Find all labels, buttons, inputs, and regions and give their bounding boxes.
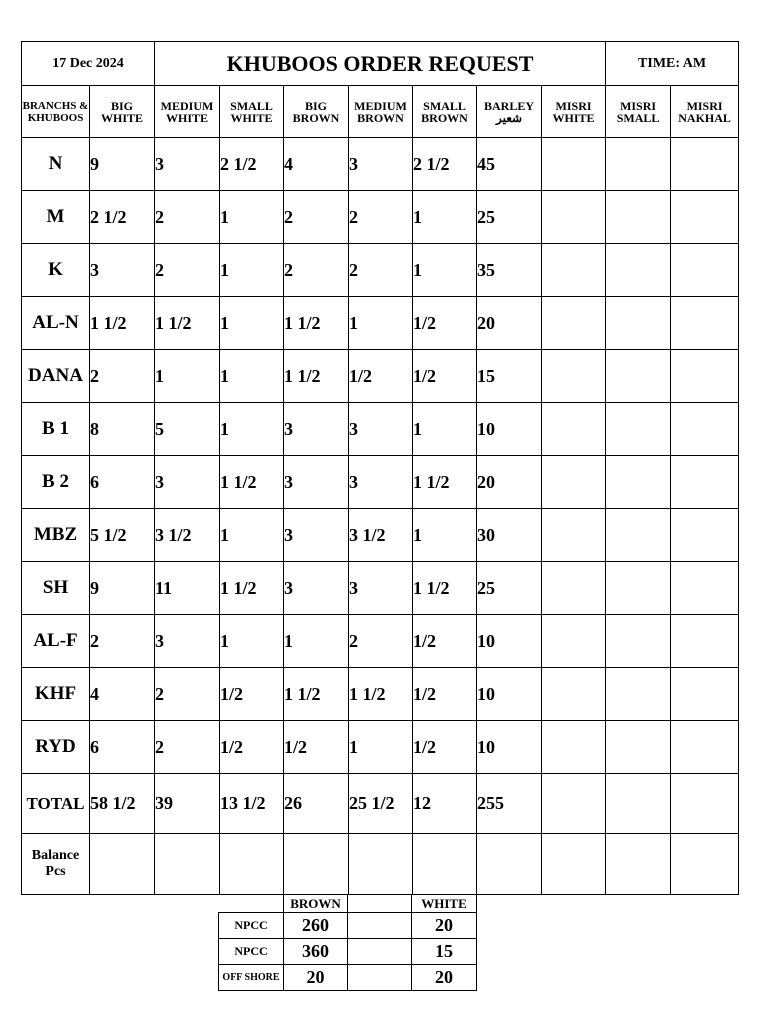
quantity-cell: 35 (477, 244, 542, 297)
summary-row (219, 965, 477, 991)
quantity-cell (671, 721, 739, 774)
summary-label: NPCC (219, 913, 284, 939)
quantity-cell (542, 191, 606, 244)
branch-name: DANA (22, 350, 90, 403)
branch-name: TOTAL (22, 774, 90, 834)
quantity-cell: 3 (284, 403, 349, 456)
quantity-cell: 1 1/2 (90, 297, 155, 350)
summary-white-value: 20 (412, 965, 477, 991)
summary-brown-value: 360 (284, 939, 348, 965)
quantity-cell (542, 615, 606, 668)
quantity-cell: 6 (90, 721, 155, 774)
quantity-cell: 5 1/2 (90, 509, 155, 562)
branch-name: RYD (22, 721, 90, 774)
summary-brown-header: BROWN (284, 895, 348, 913)
table-row (22, 403, 739, 456)
quantity-cell: 9 (90, 562, 155, 615)
column-header (477, 86, 542, 138)
balance-cell (606, 834, 671, 895)
summary-label: OFF SHORE (219, 965, 284, 991)
quantity-cell: 12 (413, 774, 477, 834)
quantity-cell: 2 1/2 (90, 191, 155, 244)
quantity-cell: 1 (220, 244, 284, 297)
summary-brown-value: 20 (284, 965, 348, 991)
quantity-cell: 1 (349, 297, 413, 350)
quantity-cell (542, 456, 606, 509)
quantity-cell (606, 562, 671, 615)
quantity-cell: 1/2 (220, 721, 284, 774)
column-header-line1: SMALL (230, 98, 273, 113)
order-time: TIME: AM (606, 42, 739, 86)
quantity-cell: 10 (477, 403, 542, 456)
quantity-cell: 1 1/2 (284, 297, 349, 350)
table-row (22, 191, 739, 244)
quantity-cell: 10 (477, 615, 542, 668)
summary-white-header: WHITE (412, 895, 477, 913)
quantity-cell: 1/2 (413, 615, 477, 668)
quantity-cell (671, 774, 739, 834)
table-row (22, 668, 739, 721)
quantity-cell: 3 (349, 562, 413, 615)
quantity-cell: 2 (284, 191, 349, 244)
column-header-line2: KHUBOOS (27, 111, 84, 124)
quantity-cell (671, 456, 739, 509)
quantity-cell: 1 (220, 615, 284, 668)
quantity-cell (606, 244, 671, 297)
quantity-cell: 20 (477, 456, 542, 509)
column-header-line1: MISRI (555, 98, 592, 113)
quantity-cell (606, 509, 671, 562)
column-header (542, 86, 606, 138)
quantity-cell: 1 (284, 615, 349, 668)
quantity-cell: 2 (349, 191, 413, 244)
table-row (22, 138, 739, 191)
column-header-line2: WHITE (230, 110, 273, 125)
quantity-cell: 1 (220, 191, 284, 244)
quantity-cell (542, 562, 606, 615)
quantity-cell: 255 (477, 774, 542, 834)
quantity-cell: 4 (90, 668, 155, 721)
column-header-line2: NAKHAL (678, 110, 731, 125)
quantity-cell: 1 (413, 244, 477, 297)
table-row (22, 456, 739, 509)
column-header-line2: WHITE (166, 110, 209, 125)
quantity-cell (542, 668, 606, 721)
quantity-cell: 2 (90, 615, 155, 668)
quantity-cell: 39 (155, 774, 220, 834)
quantity-cell: 1 1/2 (155, 297, 220, 350)
column-header-line1: MISRI (686, 98, 723, 113)
column-header (155, 86, 220, 138)
quantity-cell (671, 297, 739, 350)
quantity-cell: 3 (155, 456, 220, 509)
quantity-cell (671, 244, 739, 297)
column-header-line2: شعير (495, 110, 523, 125)
quantity-cell: 1 (220, 297, 284, 350)
column-header-row (22, 86, 739, 138)
balance-cell (671, 834, 739, 895)
quantity-cell: 25 (477, 191, 542, 244)
quantity-cell: 1 1/2 (284, 668, 349, 721)
quantity-cell (542, 774, 606, 834)
quantity-cell: 2 (155, 721, 220, 774)
quantity-cell: 11 (155, 562, 220, 615)
summary-brown-value: 260 (284, 913, 348, 939)
quantity-cell: 3 (284, 456, 349, 509)
balance-row (22, 834, 739, 895)
quantity-cell: 26 (284, 774, 349, 834)
column-header (22, 86, 90, 138)
column-header-line1: MEDIUM (160, 98, 214, 113)
quantity-cell (671, 615, 739, 668)
quantity-cell: 2 (349, 244, 413, 297)
quantity-cell: 1 (220, 403, 284, 456)
quantity-cell: 2 1/2 (413, 138, 477, 191)
quantity-cell: 6 (90, 456, 155, 509)
column-header (284, 86, 349, 138)
branch-name: K (22, 244, 90, 297)
quantity-cell: 1 1/2 (413, 456, 477, 509)
quantity-cell: 2 (284, 244, 349, 297)
quantity-cell: 1/2 (349, 350, 413, 403)
column-header-line1: BIG (111, 98, 134, 113)
total-row (22, 774, 739, 834)
quantity-cell: 3 (349, 456, 413, 509)
table-row (22, 562, 739, 615)
branch-name: M (22, 191, 90, 244)
quantity-cell: 45 (477, 138, 542, 191)
summary-spacer-header (348, 895, 412, 913)
branch-name: B 1 (22, 403, 90, 456)
quantity-cell: 3 (284, 562, 349, 615)
quantity-cell: 4 (284, 138, 349, 191)
quantity-cell: 25 1/2 (349, 774, 413, 834)
quantity-cell (542, 509, 606, 562)
quantity-cell (606, 721, 671, 774)
balance-cell (477, 834, 542, 895)
branch-name: MBZ (22, 509, 90, 562)
quantity-cell: 1 1/2 (220, 456, 284, 509)
column-header-line2: WHITE (552, 110, 595, 125)
balance-cell (284, 834, 349, 895)
quantity-cell: 58 1/2 (90, 774, 155, 834)
quantity-cell (606, 774, 671, 834)
quantity-cell: 1 (413, 191, 477, 244)
quantity-cell: 1/2 (413, 721, 477, 774)
quantity-cell (606, 297, 671, 350)
summary-table (218, 894, 477, 991)
quantity-cell: 5 (155, 403, 220, 456)
quantity-cell (606, 138, 671, 191)
quantity-cell: 3 (90, 244, 155, 297)
branch-name: AL-N (22, 297, 90, 350)
quantity-cell: 1/2 (284, 721, 349, 774)
quantity-cell (542, 244, 606, 297)
quantity-cell: 1/2 (413, 350, 477, 403)
column-header-line1: MISRI (620, 98, 657, 113)
quantity-cell: 2 (349, 615, 413, 668)
quantity-cell: 2 1/2 (220, 138, 284, 191)
quantity-cell: 2 (155, 668, 220, 721)
summary-spacer (348, 939, 412, 965)
quantity-cell: 25 (477, 562, 542, 615)
balance-cell (90, 834, 155, 895)
balance-cell (413, 834, 477, 895)
table-row (22, 297, 739, 350)
quantity-cell: 1 1/2 (284, 350, 349, 403)
balance-label-line2: Pcs (45, 864, 66, 879)
quantity-cell: 1 1/2 (349, 668, 413, 721)
quantity-cell: 3 (155, 138, 220, 191)
column-header-line2: BROWN (421, 110, 468, 125)
summary-row (219, 913, 477, 939)
quantity-cell (671, 191, 739, 244)
quantity-cell: 13 1/2 (220, 774, 284, 834)
quantity-cell: 20 (477, 297, 542, 350)
column-header (606, 86, 671, 138)
column-header (413, 86, 477, 138)
quantity-cell: 1/2 (413, 668, 477, 721)
column-header-line2: BROWN (292, 110, 340, 125)
order-date: 17 Dec 2024 (22, 42, 155, 86)
summary-label: NPCC (219, 939, 284, 965)
table-row (22, 615, 739, 668)
summary-spacer (348, 965, 412, 991)
quantity-cell: 30 (477, 509, 542, 562)
quantity-cell: 3 1/2 (349, 509, 413, 562)
balance-label (22, 834, 90, 895)
summary-header-row (219, 895, 477, 913)
summary-white-value: 15 (412, 939, 477, 965)
quantity-cell (542, 350, 606, 403)
quantity-cell: 8 (90, 403, 155, 456)
quantity-cell: 1 (413, 509, 477, 562)
balance-cell (155, 834, 220, 895)
quantity-cell: 1 (413, 403, 477, 456)
quantity-cell (542, 138, 606, 191)
quantity-cell: 10 (477, 668, 542, 721)
branch-name: N (22, 138, 90, 191)
quantity-cell (671, 138, 739, 191)
balance-label-line1: Balance (31, 848, 80, 863)
column-header-line2: WHITE (101, 110, 144, 125)
column-header (90, 86, 155, 138)
column-header (349, 86, 413, 138)
summary-row (219, 939, 477, 965)
column-header (671, 86, 739, 138)
quantity-cell: 2 (90, 350, 155, 403)
column-header (220, 86, 284, 138)
quantity-cell (671, 562, 739, 615)
column-header-line1: SMALL (423, 98, 466, 113)
column-header-line1: MEDIUM (354, 98, 407, 113)
table-row (22, 509, 739, 562)
column-header-line1: BARLEY (484, 98, 535, 113)
quantity-cell: 1 1/2 (220, 562, 284, 615)
branch-name: SH (22, 562, 90, 615)
branch-name: AL-F (22, 615, 90, 668)
quantity-cell (606, 403, 671, 456)
balance-cell (349, 834, 413, 895)
quantity-cell (542, 721, 606, 774)
quantity-cell: 3 1/2 (155, 509, 220, 562)
branch-name: KHF (22, 668, 90, 721)
quantity-cell: 1 1/2 (413, 562, 477, 615)
quantity-cell (606, 615, 671, 668)
summary-white-value: 20 (412, 913, 477, 939)
quantity-cell (606, 350, 671, 403)
quantity-cell: 15 (477, 350, 542, 403)
summary-corner (219, 895, 284, 913)
quantity-cell: 1 (220, 350, 284, 403)
quantity-cell: 1/2 (220, 668, 284, 721)
table-row (22, 350, 739, 403)
quantity-cell: 1 (349, 721, 413, 774)
quantity-cell: 3 (155, 615, 220, 668)
table-row (22, 244, 739, 297)
quantity-cell (606, 191, 671, 244)
quantity-cell: 3 (349, 138, 413, 191)
header-row (22, 42, 739, 86)
quantity-cell (606, 456, 671, 509)
quantity-cell: 1 (220, 509, 284, 562)
quantity-cell: 2 (155, 191, 220, 244)
quantity-cell: 9 (90, 138, 155, 191)
balance-cell (220, 834, 284, 895)
page-title: KHUBOOS ORDER REQUEST (155, 42, 606, 86)
quantity-cell (671, 350, 739, 403)
column-header-line2: BROWN (357, 110, 404, 125)
balance-cell (542, 834, 606, 895)
column-header-line1: BRANCHS & (22, 99, 89, 112)
quantity-cell: 2 (155, 244, 220, 297)
quantity-cell (542, 403, 606, 456)
table-row (22, 721, 739, 774)
quantity-cell (671, 509, 739, 562)
quantity-cell (671, 403, 739, 456)
quantity-cell (606, 668, 671, 721)
branch-name: B 2 (22, 456, 90, 509)
order-table (21, 41, 739, 895)
quantity-cell (671, 668, 739, 721)
quantity-cell: 1/2 (413, 297, 477, 350)
quantity-cell: 1 (155, 350, 220, 403)
column-header-line1: BIG (305, 98, 328, 113)
quantity-cell: 3 (284, 509, 349, 562)
quantity-cell: 10 (477, 721, 542, 774)
quantity-cell (542, 297, 606, 350)
summary-spacer (348, 913, 412, 939)
quantity-cell: 3 (349, 403, 413, 456)
column-header-line2: SMALL (616, 110, 660, 125)
